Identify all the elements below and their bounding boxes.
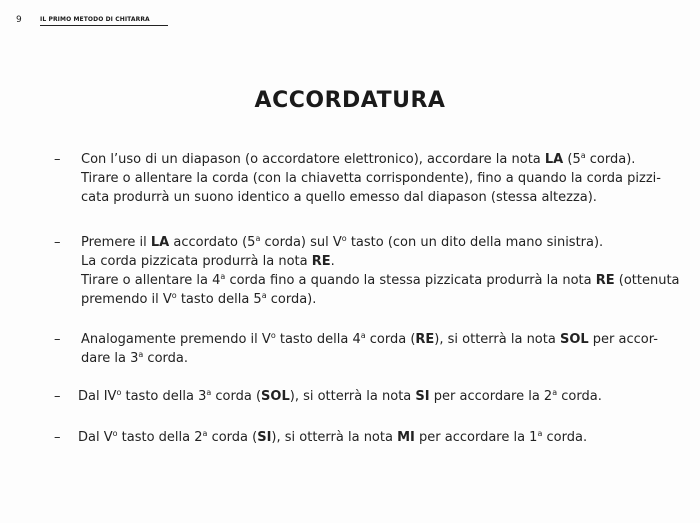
text-segment: corda ( (207, 430, 258, 445)
text-segment: ), si otterrà la nota (271, 430, 398, 445)
instruction-text (81, 150, 674, 207)
ordinal-superscript: a (580, 151, 586, 160)
text-line (81, 169, 674, 188)
page-number: 9 (16, 15, 22, 25)
list-dash: – (54, 332, 61, 347)
list-dash: – (54, 389, 61, 404)
text-segment: Tirare o allentare la 4 (81, 273, 221, 288)
instruction-text (81, 233, 680, 309)
text-segment: Dal IV (78, 389, 117, 404)
ordinal-superscript: a (537, 429, 543, 438)
instruction-item-5 (54, 428, 674, 447)
text-segment: corda ( (365, 332, 416, 347)
ordinal-superscript: a (202, 429, 208, 438)
text-segment: (5 (563, 152, 581, 167)
ordinal-superscript: o (116, 388, 122, 397)
ordinal-superscript: a (138, 350, 144, 359)
ordinal-superscript: o (270, 331, 276, 340)
list-dash: – (54, 152, 61, 167)
note-name: SOL (559, 332, 589, 347)
note-name: RE (595, 273, 615, 288)
text-line (81, 330, 674, 349)
text-segment: corda). (585, 152, 636, 167)
text-segment: . (330, 254, 335, 269)
text-segment: tasto (con un dito della mano sinistra). (346, 235, 604, 250)
text-line (78, 428, 674, 447)
ordinal-superscript: a (255, 234, 261, 243)
text-line (81, 290, 674, 309)
text-segment: corda. (557, 389, 602, 404)
note-name: SOL (261, 389, 290, 404)
instruction-item-1 (54, 150, 674, 207)
text-line (81, 271, 680, 290)
text-segment: Analogamente premendo il V (81, 332, 271, 347)
instruction-item-2 (54, 233, 680, 309)
text-segment: corda) sul V (260, 235, 342, 250)
note-name: LA (544, 152, 564, 167)
text-segment: accordato (5 (169, 235, 256, 250)
text-segment: (ottenuta (614, 273, 680, 288)
text-segment: per accordare la 2 (429, 389, 553, 404)
ordinal-superscript: a (360, 331, 366, 340)
text-segment: corda). (266, 292, 317, 307)
instruction-text (78, 387, 674, 406)
note-name: SI (257, 430, 272, 445)
note-name: LA (150, 235, 170, 250)
text-segment: Dal V (78, 430, 113, 445)
text-line (81, 252, 674, 271)
text-segment: Premere il (81, 235, 151, 250)
text-segment: corda. (542, 430, 588, 445)
ordinal-superscript: a (220, 272, 226, 281)
text-segment: corda ( (211, 389, 262, 404)
list-dash: – (54, 235, 61, 250)
text-segment: dare la 3 (81, 351, 139, 366)
note-name: MI (397, 430, 415, 445)
text-segment: tasto della 2 (117, 430, 203, 445)
text-segment: La corda pizzicata produrrà la nota (81, 254, 312, 269)
text-line (81, 233, 674, 252)
page-header (16, 10, 168, 26)
book-title: IL PRIMO METODO DI CHITARRA (40, 16, 168, 26)
text-segment: tasto della 4 (275, 332, 361, 347)
text-segment: corda. (143, 351, 188, 366)
text-segment: ), si otterrà la nota (289, 389, 416, 404)
ordinal-superscript: a (206, 388, 212, 397)
ordinal-superscript: a (552, 388, 558, 397)
text-segment: Con l’uso di un diapason (o accordatore elettronico), accordare la nota (81, 152, 545, 167)
instruction-text (78, 428, 674, 447)
ordinal-superscript: a (261, 291, 267, 300)
text-segment: Tirare o allentare la corda (con la chiavetta corrispondente), fino a quando la corda pizzi- (81, 171, 661, 186)
text-line (81, 349, 674, 368)
ordinal-superscript: o (341, 234, 347, 243)
text-segment: cata produrrà un suono identico a quello emesso dal diapason (stessa altezza). (81, 190, 597, 205)
text-segment: per accor- (588, 332, 658, 347)
text-segment: per accordare la 1 (414, 430, 538, 445)
list-dash: – (54, 430, 61, 445)
instruction-item-4 (54, 387, 674, 406)
note-name: RE (415, 332, 435, 347)
text-segment: corda fino a quando la stessa pizzicata produrrà la nota (225, 273, 596, 288)
text-line (81, 150, 674, 169)
note-name: RE (311, 254, 331, 269)
text-line (81, 188, 674, 207)
page-title: ACCORDATURA (254, 88, 446, 113)
instruction-item-3 (54, 330, 674, 368)
text-segment: premendo il V (81, 292, 172, 307)
text-line (78, 387, 674, 406)
ordinal-superscript: o (171, 291, 177, 300)
ordinal-superscript: o (112, 429, 118, 438)
text-segment: tasto della 3 (121, 389, 207, 404)
note-name: SI (415, 389, 430, 404)
instruction-text (81, 330, 674, 368)
text-segment: tasto della 5 (176, 292, 262, 307)
text-segment: ), si otterrà la nota (434, 332, 560, 347)
